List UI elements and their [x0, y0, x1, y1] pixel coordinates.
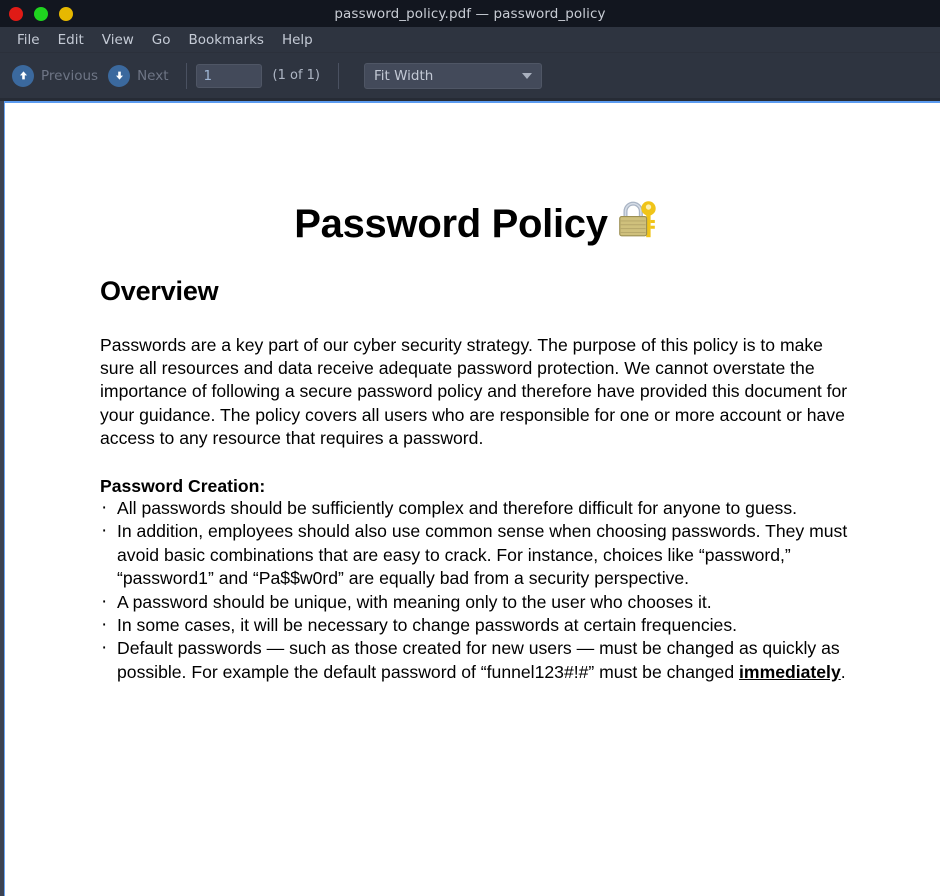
- chevron-down-icon: [522, 73, 532, 79]
- overview-paragraph: Passwords are a key part of our cyber security strategy. The purpose of this policy is to make sure all resources and data receive adequate password protection. We cannot overstate the importance of following a secure password policy and therefore have provided this document for your guidance. The policy covers all users who are responsible for one or more account or have access to any resource that requires a password.: [100, 335, 848, 448]
- document-title: [100, 103, 854, 250]
- menu-item-go[interactable]: Go: [151, 31, 171, 48]
- minimize-button[interactable]: [34, 7, 48, 21]
- last-bullet-emphasis: immediately: [739, 661, 841, 682]
- pdf-page: [4, 101, 940, 896]
- window-title: password_policy.pdf — password_policy: [334, 5, 606, 22]
- zoom-level-label: Fit Width: [374, 67, 434, 84]
- subsection-heading-password-creation: Password Creation:: [100, 476, 266, 497]
- menu-item-help[interactable]: Help: [281, 31, 313, 48]
- maximize-button[interactable]: [59, 7, 73, 21]
- window-controls: [0, 7, 73, 21]
- toolbar: [0, 53, 940, 101]
- list-item-default-passwords: [100, 637, 854, 684]
- close-button[interactable]: [9, 7, 23, 21]
- titlebar: [0, 0, 940, 27]
- section-heading-overview: Overview: [100, 276, 219, 306]
- list-item: · In addition, employees should also use common sense when choosing passwords. They must avoid basic combinations that are easy to crack. For instance, choices like “password,” “password1” and “Pa$$w0rd” are equally bad from a security perspective.: [100, 520, 854, 590]
- last-bullet-text-after: .: [840, 661, 846, 682]
- page-number-input[interactable]: [196, 64, 262, 88]
- arrow-up-circle-icon: [12, 65, 34, 87]
- menu-item-file[interactable]: File: [17, 31, 40, 48]
- password-creation-list: [100, 497, 854, 684]
- menu-item-view[interactable]: View: [101, 31, 134, 48]
- toolbar-separator-2: [338, 63, 339, 89]
- toolbar-separator: [186, 63, 187, 89]
- previous-page-button[interactable]: [10, 63, 106, 89]
- document-title-text: Password Policy: [294, 202, 608, 246]
- list-item: · In some cases, it will be necessary to change passwords at certain frequencies.: [100, 614, 854, 637]
- document-viewport[interactable]: [0, 101, 940, 896]
- next-page-button[interactable]: [106, 63, 176, 89]
- pdf-content: [5, 103, 940, 684]
- arrow-down-circle-icon: [108, 65, 130, 87]
- menu-item-edit[interactable]: Edit: [57, 31, 84, 48]
- list-item: · All passwords should be sufficiently complex and therefore difficult for anyone to guess.: [100, 497, 854, 520]
- last-bullet-text-before: Default passwords — such as those created for new users — must be changed as quickly as possible. For example the default password of “funnel123#!#” must be changed: [117, 638, 840, 682]
- zoom-level-select[interactable]: [364, 63, 542, 89]
- next-page-label: Next: [137, 67, 169, 84]
- page-count-label: (1 of 1): [272, 68, 320, 83]
- list-item: · A password should be unique, with meaning only to the user who chooses it.: [100, 591, 854, 614]
- closed-lock-with-key-icon: [614, 196, 660, 250]
- menu-item-bookmarks[interactable]: Bookmarks: [188, 31, 264, 48]
- menubar: [0, 27, 940, 53]
- previous-page-label: Previous: [41, 67, 99, 84]
